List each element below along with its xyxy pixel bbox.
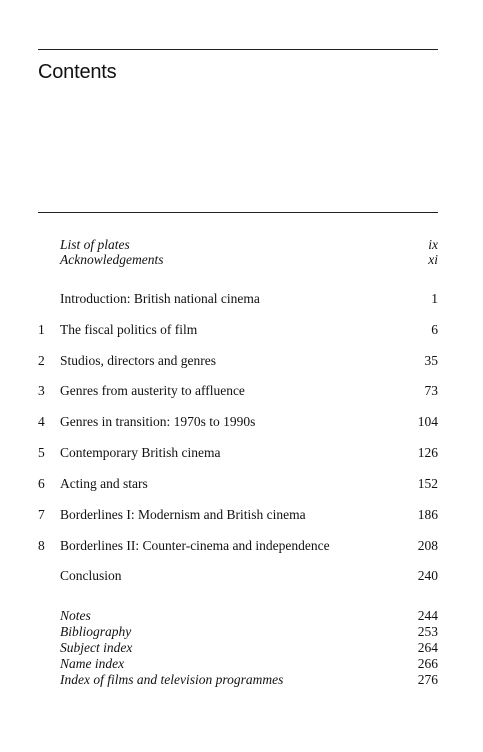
toc-entry-title: Genres from austerity to affluence (60, 383, 245, 398)
toc-entry-page: xi (428, 252, 438, 267)
chapter-number: 5 (38, 445, 45, 460)
chapter-number: 2 (38, 353, 45, 368)
toc-entry-notes[interactable] (38, 608, 438, 624)
toc-entry-page: 152 (417, 476, 438, 491)
toc-entry-chapter-7[interactable] (38, 507, 438, 523)
toc-entry-index-of-films[interactable] (38, 672, 438, 688)
toc-entry-title: Acknowledgements (60, 252, 164, 267)
toc-entry-title: Bibliography (60, 624, 132, 639)
chapter-number: 3 (38, 383, 45, 398)
chapter-number: 1 (38, 322, 45, 337)
toc-entry-page: 126 (417, 445, 438, 460)
toc-entry-conclusion[interactable] (38, 568, 438, 584)
section-rule (38, 212, 438, 213)
toc-entry-title: Contemporary British cinema (60, 445, 221, 460)
toc-entry-page: 253 (417, 624, 438, 639)
toc-entry-chapter-4[interactable] (38, 414, 438, 430)
toc-entry-page: 6 (431, 322, 438, 337)
toc-entry-subject-index[interactable] (38, 640, 438, 656)
toc-entry-chapter-8[interactable] (38, 538, 438, 554)
toc-entry-title: Name index (60, 656, 125, 671)
chapter-number: 6 (38, 476, 45, 491)
toc-entry-introduction[interactable] (38, 291, 438, 307)
chapter-number: 7 (38, 507, 45, 522)
toc-entry-title: Notes (60, 608, 91, 623)
toc-entry-page: ix (428, 237, 438, 252)
toc-entry-chapter-2[interactable] (38, 353, 438, 369)
toc-entry-chapter-6[interactable] (38, 476, 438, 492)
toc-entry-page: 244 (417, 608, 438, 623)
toc-entry-title: Introduction: British national cinema (60, 291, 260, 306)
toc-entry-page: 276 (417, 672, 438, 687)
toc-entry-title: The fiscal politics of film (60, 322, 198, 337)
toc-entry-page: 208 (417, 538, 438, 553)
chapter-number: 4 (38, 414, 45, 429)
toc-entry-title: Genres in transition: 1970s to 1990s (60, 414, 256, 429)
chapter-number: 8 (38, 538, 45, 553)
toc-entry-page: 104 (417, 414, 438, 429)
toc-entry-acknowledgements[interactable] (38, 252, 438, 268)
toc-entry-title: Acting and stars (60, 476, 148, 491)
toc-entry-bibliography[interactable] (38, 624, 438, 640)
toc-entry-title: Conclusion (60, 568, 122, 583)
toc-entry-list-of-plates[interactable] (38, 237, 438, 253)
top-rule (38, 49, 438, 50)
toc-entry-title: Index of films and television programmes (60, 672, 284, 687)
toc-entry-chapter-3[interactable] (38, 383, 438, 399)
toc-entry-chapter-1[interactable] (38, 322, 438, 338)
toc-entry-page: 186 (417, 507, 438, 522)
toc-entry-page: 73 (424, 383, 438, 398)
toc-entry-chapter-5[interactable] (38, 445, 438, 461)
toc-entry-title: Borderlines II: Counter-cinema and independence (60, 538, 330, 553)
toc-entry-page: 266 (417, 656, 438, 671)
toc-entry-title: List of plates (60, 237, 130, 252)
toc-entry-page: 240 (417, 568, 438, 583)
toc-entry-page: 35 (424, 353, 438, 368)
toc-entry-title: Subject index (60, 640, 133, 655)
toc-entry-title: Studios, directors and genres (60, 353, 216, 368)
toc-entry-page: 264 (417, 640, 438, 655)
toc-entry-name-index[interactable] (38, 656, 438, 672)
toc-entry-title: Borderlines I: Modernism and British cinema (60, 507, 306, 522)
toc-entry-page: 1 (431, 291, 438, 306)
page-title: Contents (38, 61, 117, 83)
